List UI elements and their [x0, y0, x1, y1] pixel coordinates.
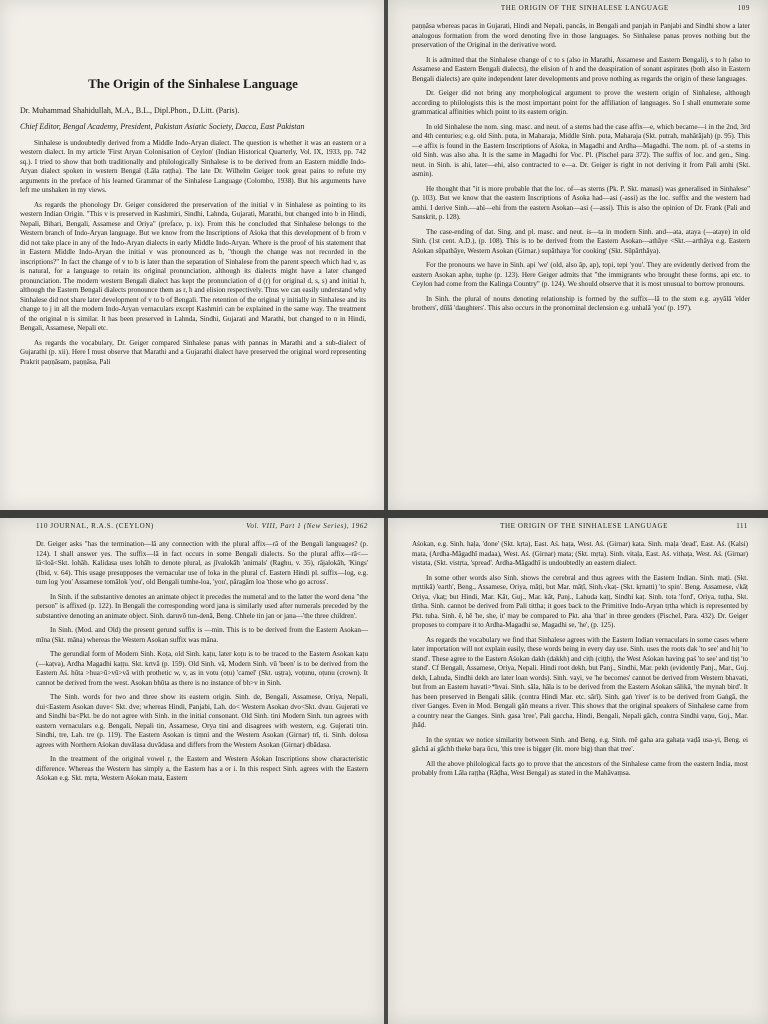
- author-line: Dr. Muhammad Shahidullah, M.A., B.L., Dipl.Phon., D.Litt. (Paris).: [20, 106, 240, 115]
- paragraph: In Sinh. the plural of nouns denoting relationship is formed by the suffix—lā to the stem e.g. ayyālā 'elder brothers', dūlā 'daughters'. This also occurs in the pronominal declension e.g. unhalā 'you' (p. 197).: [412, 294, 750, 312]
- paragraph: Dr. Geiger asks "has the termination—lā any connection with the plural affix—rā of the Bengali languages? (p. 124). I shall answer yes. The suffix—lā in fact occurs in some Bengali dialects. So the plural affix—rā<—lā<loā<Skt. lohāh. Kalidasa uses lohāh to denote plural, as jīvalokāh 'animals' (Raghu, v. 35), rājalokāh, 'Kings' (Ibid, v. 64). This usage presupposes the vernacular use of loka in the plural cf. Eastern Hindi pl. suffix—log, e.g. tum log 'you' Assamese tomālok 'you', old Bengali tumhe-loa, 'you', pāragām loa 'those who go across'.: [36, 540, 368, 586]
- article-title: The Origin of the Sinhalese Language: [88, 76, 298, 91]
- page-number: 109: [737, 4, 750, 12]
- paragraph: As regards the phonology Dr. Geiger considered the preservation of the initial v in Sinhalese as pointing to its western Indian Origin. "This v is preserved in Kashmiri, Sindhi, Lahnda, Gujarati, Marathi, but changed into b in Hindi, Nepali, Bihari, Bengali, Assamese and Oriya" (preface, p. ix). From this he concluded that Sinhalese belongs to the Western branch of Indo-Aryan language. But we know from the Inscriptions of Aśoka that this development of b from v did not take place in any of the Indo-Aryan dialects in early Middle Indo-Aryan. Where is the proof of his statement that in Eastern Middle Indo-Aryan the initial v was pronounced as b, "though the change was not recorded in the inscriptions?" In fact the change of v to b is later than the separation of Sinhalese from the parent speech which had v, as is natural, for a language to retain its original pronunciation, although its dialects might have a later changed pronunciation. The modern western Bengali dialect has kept the pronunciation of d (r) for original d, s, s) and initial h, although the Eastern Bengali dialects pronounce them as r, h and elision respectively. Thus we can easily understand why Sinhalese did not share later development of v to b of Bengali. The retention of the original y initially in Sinhalese and its change to j in all the modern Indo-Aryan vernaculars except Kashmiri can be explained in the same way. The treatment of the original n is similar. It has been preserved in Lahnda, Sindhi, Gujarati and Marathi, but changed to n in Hindi, Bengali, Assamese, Nepali etc.: [20, 200, 366, 333]
- page-111: [388, 518, 768, 1024]
- paragraph: Sinhalese is undoubtedly derived from a Middle Indo-Aryan dialect. The question is whether it was an eastern or a western dialect. In my article 'First Aryan Colonisation of Ceylon' (Indian Historical Quarterly, Vol. IX, 1933, pp. 742 sq.). I tried to show that both traditionally and philologically Sinhalese is to be derived from an Eastern middle Indo-Aryan dialect spoken in western Bengal (Lāla raṭṭha). The late Dr. Wilhelm Geiger took great pains to refute my arguments in the preface of his learned Grammar of the Sinhalese Language (Colombo, 1938). But his arguments have left me unshaken in my views.: [20, 138, 366, 195]
- page-110: [0, 518, 384, 1024]
- page-number: 111: [736, 522, 748, 530]
- paragraph: The case-ending of dat. Sing. and pl. masc. and neut. is—ta in modern Sinh. and—ata, ataya (—ataye) in old Sinh. (1st cent. A.D.), (p. 108). This is to be derived from the Eastern Asokan—athāye <Skt.—arthāya e.g. Eastern Aśokan sūpathāye, Western Asokan (Girnar.) supāthaya 'for cooking' (Skt. Sūpārthāya).: [412, 227, 750, 255]
- paragraph: The gerundial form of Modern Sinh. Koṭa, old Sinh. kaṭu, later koṭu is to be traced to the Eastern Asokan kaṭu (—kaṭva), Ardha Magadhi kaṭṭu. Skt. krtvā (p. 159). Old Sinh. vā, Modern Sinh. vū 'been' is to be derived from the Eastern Aś. hūta >hua>ū>vū>vā with prothetic w, v, as in votu (oṭu) 'camel' (Skt. uṣṭra), voṭunu, oṭunu (crown). It cannot be derived from the west. Asokan bhūta as there is no instance of bh>v in Sinh.: [36, 650, 368, 687]
- running-head: [412, 522, 748, 530]
- running-head-volume: Vol. VIII, Part 1 (New Series), 1962: [246, 522, 368, 530]
- paragraph: As regards the vocabulary we find that Sinhalese agrees with the Eastern Indian vernaculars in some cases where later importation will not explain easily, these words being in every day use. Sinh. uses the roots dak 'to see' and hiṭ 'to stand'. These agree to the Eastern Aśokan dakh (dakkh) and ciṭh (ciṭṭh), the West Aśokan having paś 'to see' and tiṣṭ 'to stand'. Cf Bengali, Assamese, Oriya, Nepali. Hindi root dekh, but Panj., Sindhi, Mar. pekh (evidently Panj., Mar., Guj. dekh, Lahuda, Sindhi dekh are later loan words). Sinh. vayi, ve 'he becomes' cannot be derived from Western bhavati, but from an Eastern havati>*hvai. Sinh. sāla, hāla is to be derived from the Eastern Aśokan sālikā, 'the mynah bird'. It has been preserved in Bengali sālik. (contra Hindi Mar. etc. sārī). Sinh. gaṅ 'river' is to be derived from Gaṅgā, the river Ganges. Even in Mod. Bengali gāṅ means a river. This shows that the original speakers of Sinhalese came from a country near the Ganges. Sinh. gasa 'tree', Pali gaccha, Hindi, Bengali, Nepali gāch, contra Sindhi vaṇu, Guj., Mar. jhāḍ.: [412, 635, 748, 729]
- paragraph: As regards the vocabulary, Dr. Geiger compared Sinhalese panas with pannas in Marathi and a sub-dialect of Gujarathi (p. xii). Here I must observe that Marathi and a Gujarathi dialect have preserved the original word representing Prakrit paṇṇāsam, paṇṇāsa, Pali: [20, 338, 366, 366]
- page-divider: [0, 510, 768, 518]
- paragraph: Dr. Geiger did not bring any morphological argument to prove the western origin of Sinhalese, although according to philologists this is the most important point for the affiliation of languages. So I shall enumerate some grammatical affinities which point to its eastern origin.: [412, 89, 750, 116]
- running-head-title: THE ORIGIN OF THE SINHALESE LANGUAGE: [500, 4, 669, 12]
- paragraph: Aśokan, e.g. Sinh. haḷa, 'done' (Skt. kṛta), East. Aś. haṭa, West. Aś. (Girnar) kata. Sinh. maḷa 'dead', East. Aś. (Kalsi) mata, (Ardha-Māgadhī madaa), West. Aś. (Girnar) mata; (Skt. mṛta). Sinh. vitaḷa, East. Aś. vithaṭa, West. Aś. (Girnar) vistata, (Skt. vistṛta, 'spread'. Ardha-Māgadhī is undoubtedly an eastern dialect.: [412, 540, 748, 567]
- paragraph: For the pronouns we have in Sinh. api 'we' (old, also āp, ap), topi, tepi 'you'. They are evidently derived from the eastern Asokan aphe, tuphe (p. 123). Here Geiger admits that "the immigrants who brought these forms, api etc. to Ceylon had come from the Kalinga Country" (p. 124). We should observe that it is most unusual to borrow pronouns.: [412, 261, 750, 288]
- page-108: [0, 0, 384, 510]
- paragraph: In old Sinhalese the nom. sing. masc. and neut. of a stems had the case affix—e, which became—i in the 2nd, 3rd and 4th centuries; e.g. old Sinh. puta, in Maharaja, Middle Sinh. puta, Maharaja (Skt. putrah, mahārājah) (p. 95). This—e affix is found in the Eastern Inscriptions of Aśoka, in Magadhi and Ardha—Magadhi. The nom. pl. of -a stems in old Sinh. was also aha. It is the same in Magadhi for Voc. Pl. (Pischel para 372). The suffix of loc. and gen., Sing. neut. in Sinh. is ahi, later—ehi, also contracted to e—a. Dr. Geiger is right in not deriving it from Pali amhi (Skt. asmin).: [412, 122, 750, 178]
- running-head-journal: 110 JOURNAL, R.A.S. (CEYLON): [36, 522, 154, 530]
- paragraph: The Sinh. words for two and three show its eastern origin. Sinh. de, Bengali, Assamese, Oriya, Nepali, dui<Eastern Asokan duve< Skt. dve; whereas Hindi, Panjabi, Lah. do< Western Asokan dvo<Skt. dvau. Gujerati ve and Sindhi ba<Pkt. be do not agree with Sinh. in the initial consonant. Old Sinh. tini Modern Sinh. tun agrees with eastern vernaculars e.g. Bengali, Nepali tin, Assamese, Orya tini and disagrees with western, e.g. Gujerati trin. Sindhi, tre, Lah. tre (p. 119). The Eastern Asokan is tiṃni and the Western Asokan (Girnar) trī, ti. Sinh. dolosa agrees with Northern Aśokan duvālasa duvādasa and differs from the Western Asokan (Girnar) dbādasa.: [36, 693, 368, 749]
- paragraph: It is admitted that the Sinhalese change of c to s (also in Marathi, Assamese and Eastern Bengali), s to h (also to Assamese and Eastern Bengali dialects), the elision of h and the deaspiration of sonant aspirates (both also in Eastern Bengali dialects) are quite independent later developments and prove nothing as regards the origin of these languages.: [412, 55, 750, 83]
- paragraph: In the treatment of the original vowel ṛ, the Eastern and Western Aśokan Inscriptions show characteristic difference. Whereas the Western has simply a, the Eastern has a or i. In this respect Sinh. agrees with the Eastern Aśokan e.g. Skt. mṛta, Western Aśokan mata, Eastern: [36, 755, 368, 782]
- running-head: [412, 4, 750, 12]
- paragraph: All the above philological facts go to prove that the ancestors of the Sinhalese came from the eastern India, most probably from Lāla raṭṭha (Rāḍha, West Bengal) as stated in the Mahāvaṃsa.: [412, 759, 748, 777]
- paragraph: He thought that "it is more probable that the loc. of—as sterns (Pk. P. Skt. manasi) was generalised in Sinhalese" (p. 103). But we know that the eastern Inscriptions of Asoka had—asi (-assi) as the loc. suffix and the western had amhi. I derive Sinh.—ahi—ehi from the eastern Asokan—asi (—assi). This is also the opinion of Dr. Frank (Pali and Sanskrit, p. 128).: [412, 184, 750, 221]
- running-head: [36, 522, 368, 530]
- page-109: [388, 0, 768, 510]
- paragraph: In Sinh. (Mod. and Old) the present gerund suffix is —min. This is to be derived from the Eastern Asokan—mīna (Skt. māna) whereas the Western Asokan suffix was māna.: [36, 626, 368, 644]
- author-affiliation: Chief Editor, Bengal Academy, President, Pakistan Asiatic Society, Dacca, East Pakistan: [20, 122, 305, 132]
- paragraph: In the syntax we notice similarity between Sinh. and Beng. e.g. Sinh. mē gaha ara gahaṭa vaḍā usa-yi, Beng. ei gāchā ai gāchh theke baṛa ūcu, 'this tree is bigger (lit. more big) than that tree'.: [412, 735, 748, 753]
- running-head-title: THE ORIGIN OF THE SINHALESE LANGUAGE: [500, 522, 669, 530]
- paragraph: paṇṇāsa whereas pacas in Gujarati, Hindi and Nepali, pancās, in Bengali and panjah in Panjabi and Sindhi show a later analogous formation from the word denoting five in those languages. So Sinhalese panas proves nothing but the preservation of the Original in the derivative word.: [412, 22, 750, 49]
- paragraph: In some other words also Sinh. shows the cerebral and thus agrees with the Eastern Indian. Sinh. maṭi. (Skt. mṛttikā) 'earth', Beng., Assamese, Oriya, māṭi, but Mar. māṭī, Sinh.√kaṭ- (Skt. kṛnatti) 'to spin'. Beng. Assamese, √kāṭ Oriya, √kaṭ; but Hindi, Mar. Kāt, Guj., Mar. kāt, Panj., Lahuda kaṭṭ, Sindhi kaṭ. Sinh. tota 'ford', Oriya, tuṭha, Skt. tīrtha. Sinh. cannot be derived from Pali tittha; it goes back to the Primitive Indo-Aryan tṛtha which is represented by Pkt. tuha. Sinh. ē, hē 'he, she, it' may be compared to Pkt. aha 'that' in three genders (Pischel, Para. 432). Dr. Geiger proposes to compare it to Ardha-Magadhi se, Magadhi se, 'he', (p. 125).: [412, 573, 748, 629]
- paragraph: In Sinh. if the substantive denotes an animate object it precedes the numeral and to the latter the word dena "the person" is affixed (p. 122). In Bengali the corresponding word jana is similarly used after numerals preceded by the substantive denoting an animate object. Sinh. daruvō tun-denā, Beng. Chhele tin jan or jana—'the three children'.: [36, 592, 368, 620]
